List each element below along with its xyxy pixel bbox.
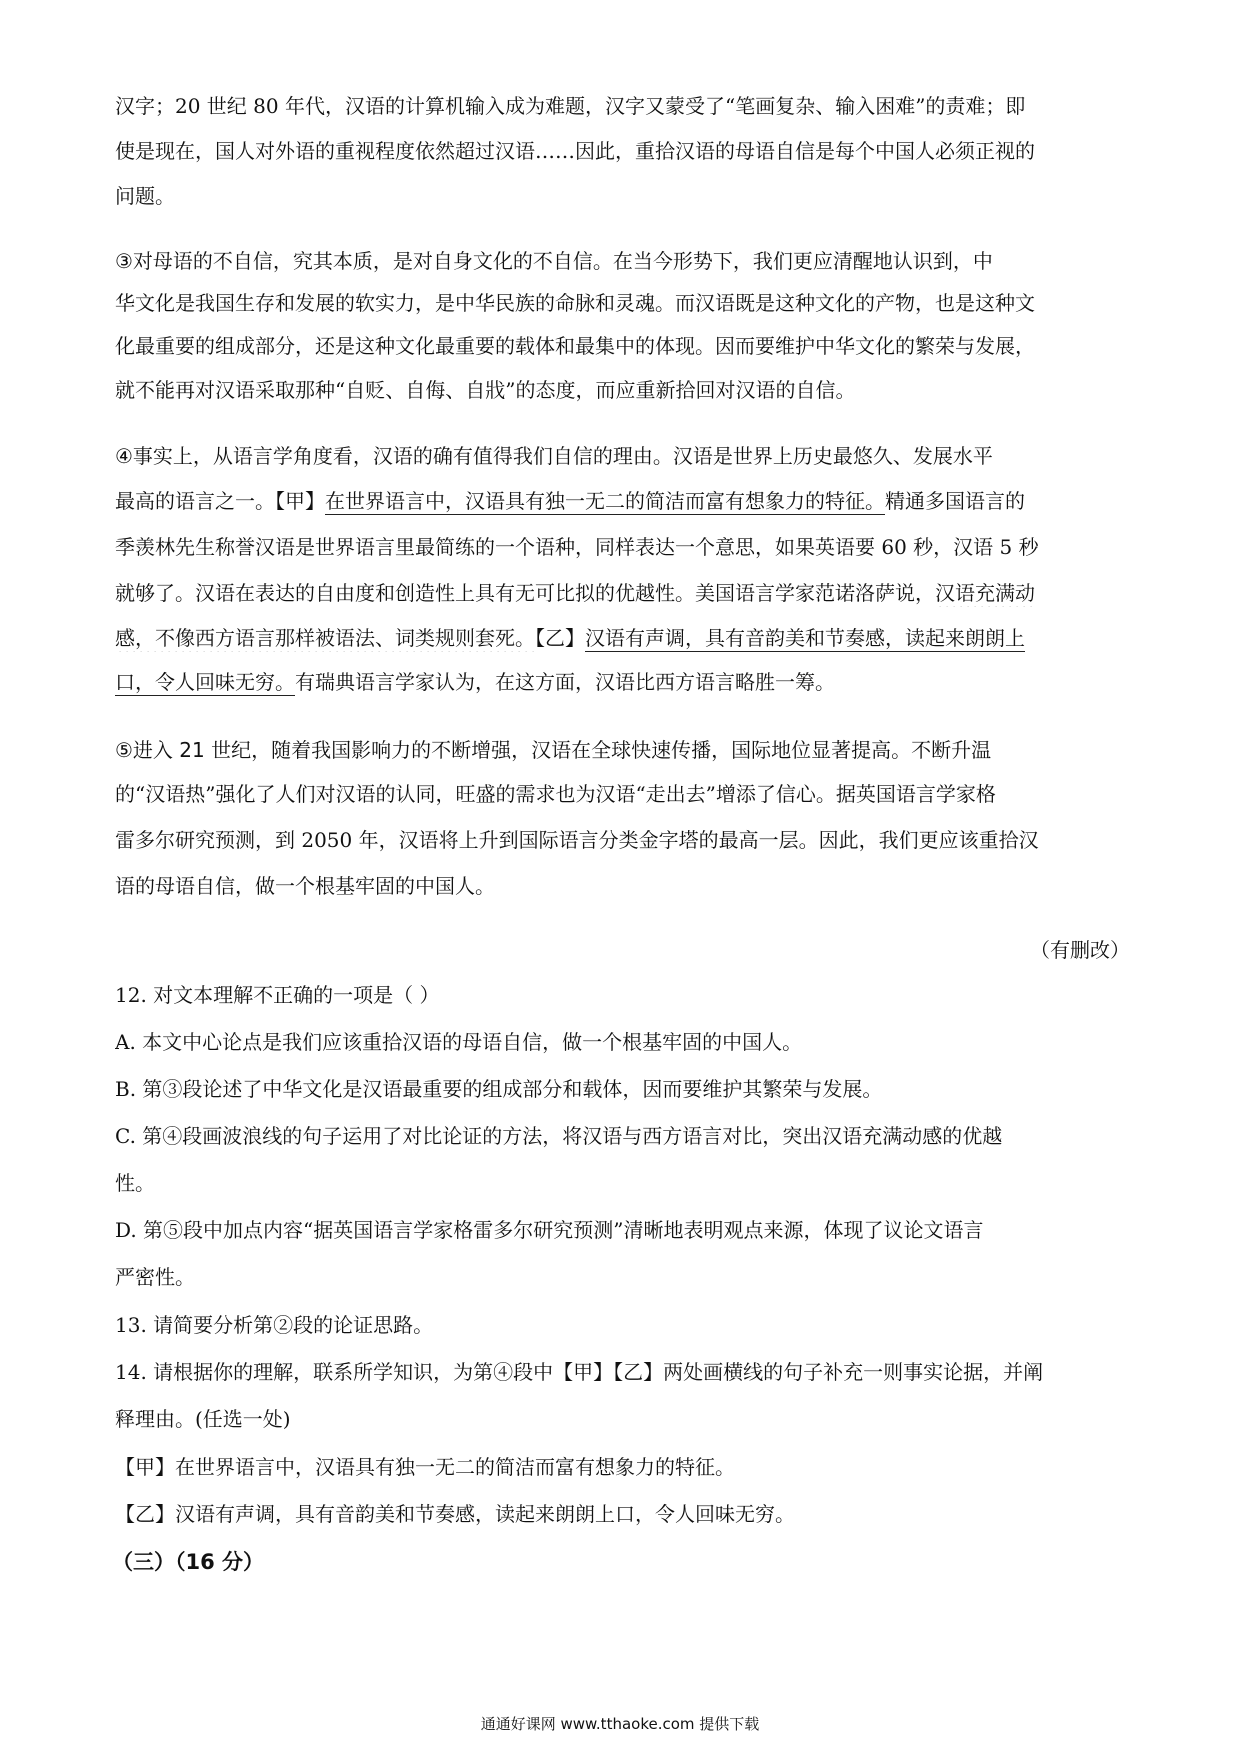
footer: 通通好课网 www.tthaoke.com 提供下载 xyxy=(480,1715,760,1733)
wavy-underlined-sentence: 感，不像西方语言那样被语法、词类规则套死。 xyxy=(115,626,535,650)
text-line: ⑤进入 21 世纪，随着我国影响力的不断增强，汉语在全球快速传播，国际地位显著提高。不断升温 xyxy=(115,738,992,762)
underlined-sentence-jia: 在世界语言中，汉语具有独一无二的简洁而富有想象力的特征。 xyxy=(325,489,885,513)
text-line xyxy=(115,780,1125,808)
section-heading: （三）（16 分） xyxy=(112,1550,265,1574)
option-c: C. 第④段画波浪线的句子运用了对比论证的方法，将汉语与西方语言对比，突出汉语充满动感的优越 xyxy=(115,1124,1003,1148)
text-line: 语的母语自信，做一个根基牢固的中国人。 xyxy=(115,874,495,898)
question-stem: 14. 请根据你的理解，联系所学知识，为第④段中【甲】【乙】两处画横线的句子补充一则事实论据，并阐 xyxy=(115,1360,1044,1384)
underlined-sentence-yi: 汉语有声调，具有音韵美和节奏感，读起来朗朗上 xyxy=(585,626,1025,650)
text-line: 汉字；20 世纪 80 年代，汉语的计算机输入成为难题，汉字又蒙受了“笔画复杂、输入困难”的责难；即 xyxy=(115,94,1026,118)
text-line: 就不能再对汉语采取那种“自贬、自侮、自戕”的态度，而应重新拾回对汉语的自信。 xyxy=(115,378,856,402)
question-stem-cont: 释理由。(任选一处) xyxy=(115,1407,291,1431)
dotted-emphasis: 雷多尔研究预测 xyxy=(115,828,255,852)
wavy-underlined-sentence: 汉语充满动 xyxy=(935,581,1035,605)
text-span: 最高的语言之一。【甲】 xyxy=(115,489,325,513)
underlined-sentence-yi: 口，令人回味无穷。 xyxy=(115,670,295,694)
text-line: 使是现在，国人对外语的重视程度依然超过汉语……因此，重拾汉语的母语自信是每个中国人必须正视的 xyxy=(115,139,1035,163)
text-line xyxy=(115,668,1125,696)
option-a: A. 本文中心论点是我们应该重拾汉语的母语自信，做一个根基牢固的中国人。 xyxy=(115,1030,803,1054)
sentence-yi: 【乙】汉语有声调，具有音韵美和节奏感，读起来朗朗上口，令人回味无穷。 xyxy=(115,1502,795,1526)
dotted-emphasis: 据英国语言学家格 xyxy=(835,782,996,806)
text-span: 【乙】 xyxy=(535,626,585,650)
text-line: 华文化是我国生存和发展的软实力，是中华民族的命脉和灵魂。而汉语既是这种文化的产物，也是这种文 xyxy=(115,291,1035,315)
option-d: D. 第⑤段中加点内容“据英国语言学家格雷多尔研究预测”清晰地表明观点来源，体现了议论文语言 xyxy=(115,1218,984,1242)
text-line: 问题。 xyxy=(115,184,175,208)
text-line xyxy=(115,487,1125,515)
option-d-cont: 严密性。 xyxy=(115,1265,195,1289)
text-line xyxy=(115,826,1125,854)
text-span: 就够了。汉语在表达的自由度和创造性上具有无可比拟的优越性。美国语言学家范诺洛萨说， xyxy=(115,581,935,605)
question-stem: 12. 对文本理解不正确的一项是（ ） xyxy=(115,983,440,1007)
text-span: 有瑞典语言学家认为，在这方面，汉语比西方语言略胜一筹。 xyxy=(295,670,835,694)
text-line: ④事实上，从语言学角度看，汉语的确有值得我们自信的理由。汉语是世界上历史最悠久、发展水平 xyxy=(115,444,993,468)
text-line: 化最重要的组成部分，还是这种文化最重要的载体和最集中的体现。因而要维护中华文化的繁荣与发展， xyxy=(115,334,1035,358)
question-13: 13. 请简要分析第②段的论证思路。 xyxy=(115,1313,434,1337)
sentence-jia: 【甲】在世界语言中，汉语具有独一无二的简洁而富有想象力的特征。 xyxy=(115,1455,735,1479)
text-line: 季羡林先生称誉汉语是世界语言里最简练的一个语种，同样表达一个意思，如果英语要 60 秒，汉语 5 秒 xyxy=(115,535,1039,559)
text-span: 精通多国语言的 xyxy=(885,489,1025,513)
text-line xyxy=(115,579,1125,607)
option-b: B. 第③段论述了中华文化是汉语最重要的组成部分和载体，因而要维护其繁荣与发展。 xyxy=(115,1077,883,1101)
text-span: ，到 2050 年，汉语将上升到国际语言分类金字塔的最高一层。因此，我们更应该重拾汉 xyxy=(255,828,1039,852)
source-note: （有删改） xyxy=(1030,938,1130,962)
text-line xyxy=(115,624,1125,652)
text-span: 的“汉语热”强化了人们对汉语的认同，旺盛的需求也为汉语“走出去”增添了信心。 xyxy=(115,782,836,806)
text-line: ③对母语的不自信，究其本质，是对自身文化的不自信。在当今形势下，我们更应清醒地认识到，中 xyxy=(115,249,993,273)
option-c-cont: 性。 xyxy=(115,1171,155,1195)
